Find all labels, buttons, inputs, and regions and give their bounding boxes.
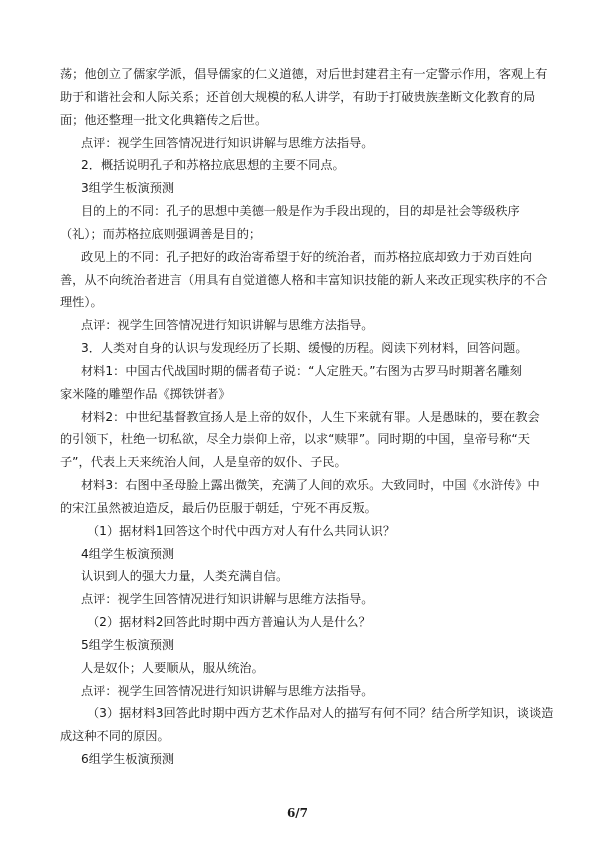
- answer-line: 善，从不向统治者进言（用具有自觉道德人格和丰富知识技能的新人来改正现实秩序的不合: [60, 272, 548, 287]
- comment-line: 点评：视学生回答情况进行知识讲解与思维方法指导。: [81, 135, 374, 150]
- comment-line: 点评：视学生回答情况进行知识讲解与思维方法指导。: [81, 592, 374, 607]
- group-heading: 5组学生板演预测: [81, 637, 175, 652]
- answer-line: 理性）。: [60, 295, 103, 310]
- material-line: 材料3：右图中圣母脸上露出微笑，充满了人间的欢乐。大致同时，中国《水浒传》中: [81, 478, 540, 492]
- group-heading: 4组学生板演预测: [81, 546, 175, 561]
- material-line: 家米隆的雕塑作品《掷铁饼者》: [60, 386, 231, 401]
- sub-question-line: 成这种不同的原因。: [60, 729, 170, 744]
- page-number: 6/7: [286, 806, 309, 820]
- material-line: 的宋江虽然被迫造反，最后仍臣服于朝廷，宁死不再反叛。: [60, 500, 377, 515]
- comment-line: 点评：视学生回答情况进行知识讲解与思维方法指导。: [81, 683, 374, 698]
- answer-line: 目的上的不同：孔子的思想中美德一般是作为手段出现的，目的却是社会等级秩序: [81, 204, 520, 218]
- sub-question-line: （3）据材料3回答此时期中西方艺术作品对人的描写有何不同？结合所学知识，谈谈造: [87, 706, 554, 721]
- material-line: 材料2：中世纪基督教宣扬人是上帝的奴仆，人生下来就有罪。人是愚昧的，要在教会: [81, 409, 540, 424]
- group-heading: 3组学生板演预测: [81, 181, 175, 196]
- answer-line: 认识到人的强大力量，人类充满自信。: [81, 569, 289, 584]
- paragraph-line: 助于和谐社会和人际关系；还首创大规模的私人讲学，有助于打破贵族垄断文化教育的局: [60, 89, 536, 104]
- answer-line: 人是奴仆；人要顺从，服从统治。: [81, 660, 264, 675]
- paragraph-line: 荡；他创立了儒家学派，倡导儒家的仁义道德，对后世封建君主有一定警示作用，客观上有: [60, 67, 548, 81]
- paragraph-line: 面；他还整理一批文化典籍传之后世。: [60, 112, 268, 127]
- sub-question-line: （2）据材料2回答此时期中西方普遍认为人是什么？: [87, 615, 371, 629]
- material-line: 材料1：中国古代战国时期的儒者荀子说：“人定胜天。”右图为古罗马时期著名雕刻: [81, 363, 522, 378]
- question-line: 3．人类对自身的认识与发现经历了长期、缓慢的历程。阅读下列材料，回答问题。: [81, 341, 528, 355]
- question-line: 2．概括说明孔子和苏格拉底思想的主要不同点。: [81, 158, 345, 173]
- material-line: 的引领下，杜绝一切私欲，尽全力崇仰上帝，以求“赎罪”。同时期的中国，皇帝号称“天: [60, 432, 530, 447]
- answer-line: （礼）；而苏格拉底则强调善是目的；: [60, 226, 262, 241]
- answer-line: 政见上的不同：孔子把好的政治寄希望于好的统治者，而苏格拉底却致力于劝百姓向: [81, 249, 532, 264]
- sub-question-line: （1）据材料1回答这个时代中西方对人有什么共同认识？: [87, 523, 396, 538]
- material-line: 子”，代表上天来统治人间，人是皇帝的奴仆、子民。: [60, 455, 347, 470]
- comment-line: 点评：视学生回答情况进行知识讲解与思维方法指导。: [81, 318, 374, 333]
- group-heading: 6组学生板演预测: [81, 752, 175, 766]
